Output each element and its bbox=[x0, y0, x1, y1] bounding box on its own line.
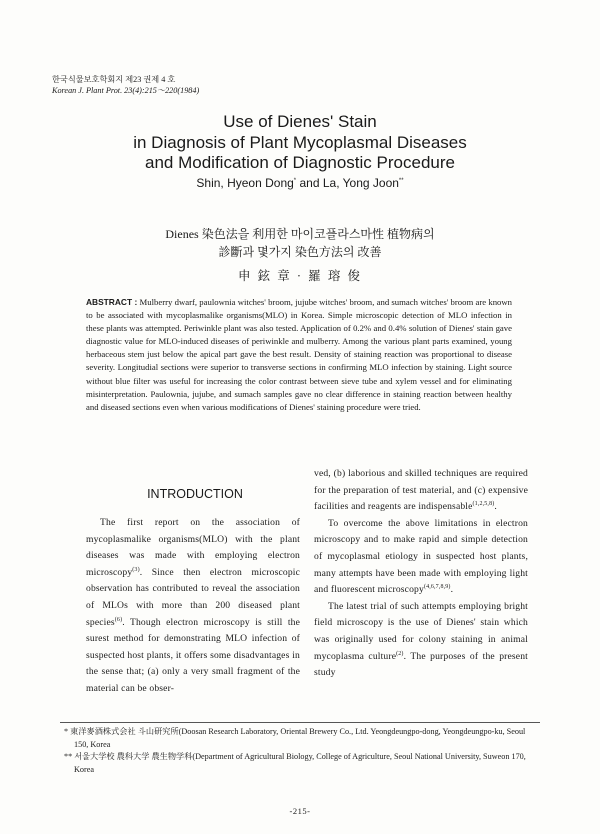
title-line-2: in Diagnosis of Plant Mycoplasmal Diseases bbox=[133, 132, 467, 152]
journal-english-line: Korean J. Plant Prot. 23(4):215～220(1984) bbox=[52, 86, 200, 95]
text-span: ved, (b) laborious and skilled techniques are required for the preparation of test material, and (c) expensive facilities and reagents are indispensable bbox=[314, 468, 528, 513]
abstract bbox=[86, 296, 512, 414]
text-span: . The purposes of the present study bbox=[314, 650, 528, 679]
korean-title-line-1: Dienes 染色法을 利用한 마이코플라스마性 植物病의 bbox=[165, 227, 435, 241]
intro-paragraph-2 bbox=[314, 516, 528, 599]
abstract-label: ABSTRACT : bbox=[86, 297, 138, 307]
korean-title-line-2: 診斷과 몇가지 染色方法의 改善 bbox=[218, 245, 382, 259]
footnotes bbox=[60, 722, 540, 776]
text-span: . Since then electron microscopic observation has contributed to reveal the association of MLOs with more than 200 diseased plant species bbox=[86, 566, 300, 628]
journal-citation bbox=[52, 74, 199, 96]
author-2: and La, Yong Joon bbox=[299, 176, 399, 190]
text-span: . bbox=[450, 584, 454, 596]
title-line-1: Use of Dienes' Stain bbox=[223, 112, 377, 131]
citation: (4,6,7,8,9) bbox=[423, 583, 451, 590]
author-list bbox=[60, 176, 540, 190]
intro-right-column bbox=[314, 466, 528, 682]
author-1-mark: * bbox=[293, 178, 297, 184]
text-span: The first report on the association of mycoplasmalike organisms(MLO) with the plant diseases was made with employing electron microscopy bbox=[86, 517, 300, 578]
title-line-3: and Modification of Diagnostic Procedure bbox=[145, 153, 455, 172]
citation: (2) bbox=[396, 650, 404, 657]
citation: (3) bbox=[132, 566, 140, 573]
paper-title bbox=[60, 112, 540, 174]
section-heading: INTRODUCTION bbox=[147, 487, 243, 501]
page-number: -215- bbox=[289, 806, 311, 816]
intro-paragraph-1 bbox=[86, 515, 300, 698]
footnote-1: * 東洋麥酒株式会社 斗山研究所(Doosan Research Laboratory, Oriental Brewery Co., Ltd. Yeongdeungpo-dong, Yeongdeungpo-ku, Seoul 150, Korea bbox=[64, 727, 526, 749]
author-2-mark: ** bbox=[398, 178, 404, 184]
text-span: . Though electron microscopy is still the surest method for demonstrating MLO infection of suspected host plants, it offers some disadvantages in the sense that; (a) only a very small fragment of the material can be obser- bbox=[86, 616, 300, 694]
korean-title bbox=[60, 225, 540, 261]
citation: (6) bbox=[114, 616, 123, 623]
citation: (1,2,5,8) bbox=[472, 501, 495, 507]
journal-korean-line: 한국식물보호학회지 제23 권제 4 호 bbox=[52, 75, 176, 84]
text-span: The latest trial of such attempts employing bright field microscopy is the use of Dienes' stain which was originally used for colony staining in animal mycoplasma culture bbox=[314, 600, 528, 662]
text-span: . bbox=[494, 501, 497, 513]
intro-left-column bbox=[86, 515, 300, 698]
author-1: Shin, Hyeon Dong bbox=[196, 176, 294, 190]
korean-authors: 申 鉉 章 · 羅 瑢 俊 bbox=[238, 269, 362, 283]
text-span: To overcome the above limitations in electron microscopy and to make rapid and simple detection of mycoplasmal etiology in suspected host plants, many attempts have been made with employing light and fluorescent microscopy bbox=[314, 517, 528, 596]
footnote-2: ** 서울大学校 農科大学 農生物学科(Department of Agricultural Biology, College of Agriculture, Seoul National University, Suweon 170, Korea bbox=[64, 752, 526, 774]
intro-paragraph-3 bbox=[314, 599, 528, 682]
intro-paragraph-continued bbox=[314, 466, 528, 516]
abstract-text: Mulberry dwarf, paulownia witches' broom, jujube witches' broom, and sumach witches' broom are known to be associated with mycoplasmalike organisms(MLO) in Korea. Simple microscopic detection of MLO infection in these plants was attempted. Periwinkle plant was also tested. Application of 0.2% and 0.4% solution of Dienes' stain gave diagnostic value for MLO-induced diseases of periwinkle and mulberry. Among the various plant parts examined, young herbaceous stem just below the apical part gave the best result. Density of staining reaction was proportional to disease severity. Longitudial sections were superior to transverse sections in confirming MLO infection by staining. Light source without blue filter was useful for increasing the color contrast between sieve tube and xylem vessel and for eliminating misinterpretation. Paulownia, jujube, and sumach samples gave no clear difference in staining reaction between healthy and diseased sections even when various modifications of Dienes' staining procedure were tried. bbox=[86, 297, 512, 412]
